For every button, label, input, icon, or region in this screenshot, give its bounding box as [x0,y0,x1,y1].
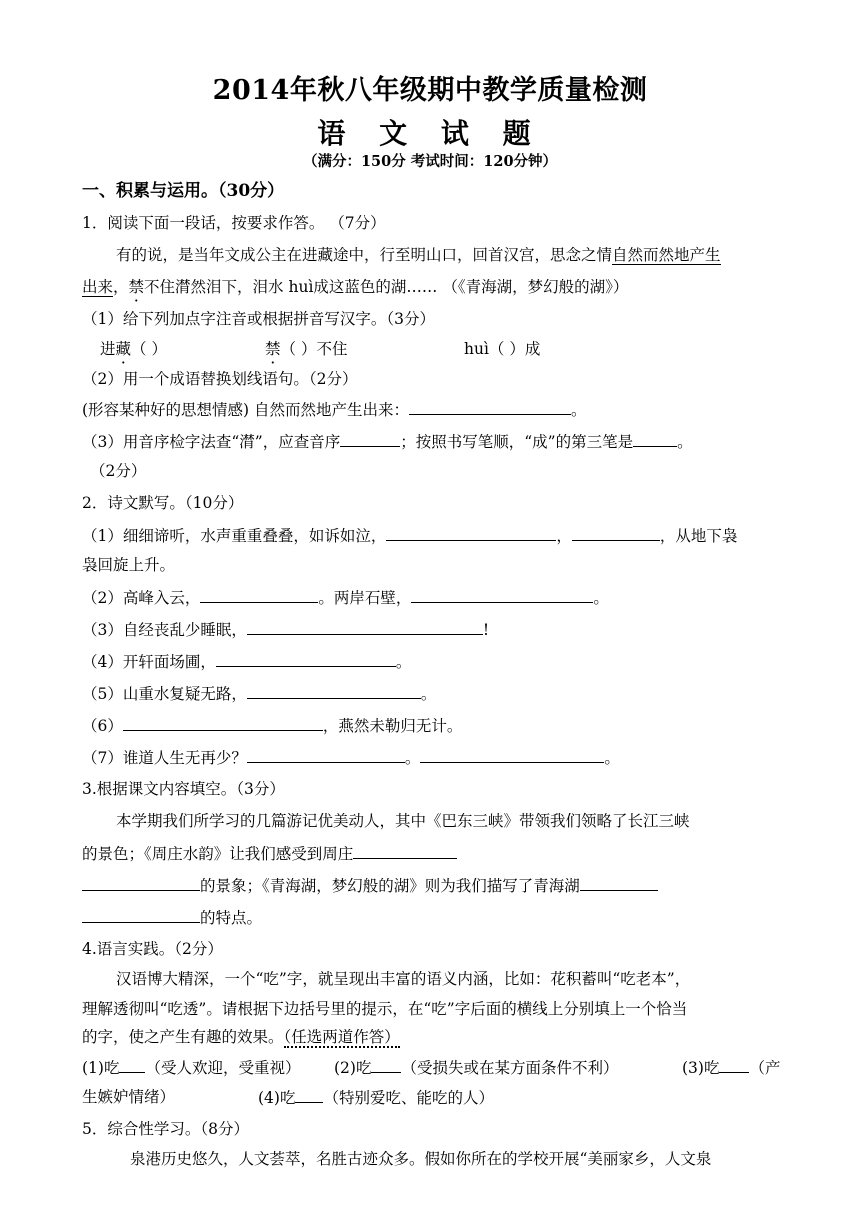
q1-comma: ， [113,278,129,296]
q2-line1-cont: 袅回旋上升。 [82,556,176,574]
q2-l6-text: ，燕然未勒归无计。 [322,717,463,735]
q1-sub3-end: 。 [677,433,693,451]
q4-o2-label: (2)吃 [334,1059,372,1077]
answer-blank[interactable] [247,618,483,635]
q2-l4-text: （4）开轩面场圃， [82,653,216,671]
q1-item1-char: 进 [100,340,116,358]
q5-para1: 泉港历史悠久，人文荟萃，名胜古迹众多。假如你所在的学校开展“美丽家乡，人文泉 [130,1150,712,1168]
q3-para2 [82,842,457,865]
q1-item1-dotted: 藏 [115,340,132,358]
section-heading: 一、积累与运用。（30分） [82,181,285,201]
q2-l1-comma: ， [556,527,572,545]
q2-line6 [82,714,462,737]
answer-blank[interactable] [247,746,405,763]
q4-option3 [682,1056,780,1079]
answer-blank[interactable] [295,1086,323,1103]
q1-sub3-score: （2分） [90,462,147,480]
answer-blank[interactable] [409,398,571,415]
q5-stem: 5．综合性学习。（8分） [82,1120,249,1138]
q4-stem: 4.语言实践。（2分） [82,940,223,958]
q2-l1-tail: ，从地下袅 [659,527,738,545]
q2-l3-end: ! [482,621,490,639]
q1-sub1-item1 [100,338,167,360]
q1-underlined-phrase-a: 自然而然地产生 [612,246,721,264]
q4-option3-cont: 生嫉妒情绪） [82,1088,176,1106]
answer-blank[interactable] [119,1056,145,1073]
q1-passage-text-b: 不住潸然泪下，泪水 huì成这蓝色的湖…… （《青海湖，梦幻般的湖》） [144,278,629,296]
q2-l4-end: 。 [395,653,412,671]
q4-o4-hint: （特别爱吃、能吃的人） [323,1089,494,1107]
q3-para1: 本学期我们所学习的几篇游记优美动人，其中《巴东三峡》带领我们领略了长江三峡 [116,812,690,830]
q4-para3 [82,1026,400,1048]
q2-l2-text: （2）高峰入云， [82,589,201,607]
answer-blank[interactable] [572,524,660,541]
q4-o4-label: (4)吃 [258,1089,296,1107]
q1-passage-line2 [82,276,628,298]
q1-item2-dotted: 禁 [265,340,281,358]
q4-para1: 汉语博大精深，一个“吃”字，就呈现出丰富的语义内涵，比如：花积蓄叫“吃老本”， [116,970,691,988]
answer-blank[interactable] [340,430,400,447]
q3-stem: 3.根据课文内容填空。（3分） [82,780,285,798]
answer-blank[interactable] [719,1056,749,1073]
q3-p3-text: 的景象；《青海湖，梦幻般的湖》则为我们描写了青海湖 [200,877,580,895]
q4-option2 [334,1056,618,1079]
answer-blank[interactable] [580,874,658,891]
answer-blank[interactable] [216,650,396,667]
q1-sub3-text-b: ；按照书写笔顺，“成”的第三笔是 [400,433,634,451]
answer-blank[interactable] [371,1056,401,1073]
q1-dotted-char: 禁 [128,278,145,296]
q2-l2-mid: 。两岸石壁， [318,589,412,607]
q3-p4-text: 的特点。 [200,909,263,927]
answer-blank[interactable] [82,874,200,891]
q4-options-row1 [82,1056,300,1079]
q1-sub2-prompt: (形容某种好的思想情感) 自然而然地产生出来： [82,401,410,419]
q2-line3 [82,618,489,641]
q2-l1-text: （1）细细谛听，水声重重叠叠，如诉如泣， [82,527,387,545]
q2-l3-text: （3）自经丧乱少睡眠， [82,621,247,639]
q1-item2-paren: （ ）不住 [280,340,348,358]
q2-l5-end: 。 [420,685,437,703]
q2-stem: 2．诗文默写。（10分） [82,494,244,512]
exam-info: （满分：150分 考试时间：120分钟） [302,153,558,170]
q1-stem: 1．阅读下面一段话，按要求作答。 （7分） [82,214,386,232]
q4-o2-hint: （受损失或在某方面条件不利） [401,1059,619,1077]
q2-l5-text: （5）山重水复疑无路， [82,685,247,703]
answer-blank[interactable] [82,906,200,923]
q2-line2 [82,586,609,609]
q4-o1-hint: （受人欢迎，受重视） [145,1059,301,1077]
q4-option4 [258,1086,494,1109]
q3-para3 [82,874,658,897]
subject-title: 语 文 试 题 [317,117,543,150]
q1-sub3 [82,430,693,453]
q3-para4 [82,906,262,929]
q1-passage-line1 [116,244,721,266]
q2-line1 [82,524,737,547]
q2-line4 [82,650,411,673]
answer-blank[interactable] [200,586,318,603]
q1-passage-text-a: 有的说，是当年文成公主在进藏途中，行至明山口，回首汉宫，思念之情 [116,246,613,264]
q2-line5 [82,682,436,705]
q2-l7-mid: 。 [404,749,421,767]
answer-blank[interactable] [420,746,604,763]
q4-o3-label: (3)吃 [682,1059,720,1077]
q1-sub1-item2 [265,338,347,360]
q2-l7-text: （7）谁道人生无再少？ [82,749,247,767]
answer-blank[interactable] [123,714,323,731]
q4-emphasis: （任选两道作答） [283,1028,400,1046]
q4-o1-label: (1)吃 [82,1059,120,1077]
q1-sub2-end: 。 [571,401,587,419]
q2-l6-num: （6） [82,717,123,735]
q3-p2-text: 的景色；《周庄水韵》让我们感受到周庄 [82,845,354,863]
q2-l7-end: 。 [604,749,620,767]
q1-item1-paren: （ ） [131,340,167,358]
answer-blank[interactable] [386,524,556,541]
q4-o3-hint: （产 [749,1059,781,1077]
answer-blank[interactable] [633,430,677,447]
q1-sub3-text-a: （3）用音序检字法查“潸”，应查音序 [82,433,341,451]
answer-blank[interactable] [353,842,457,859]
q1-sub1: （1）给下列加点字注音或根据拼音写汉字。（3分） [82,310,435,328]
q1-sub1-item3: huì（ ）成 [464,340,541,358]
q1-sub2-line [82,398,587,421]
q4-p3-text: 的字，使之产生有趣的效果。 [82,1028,284,1046]
answer-blank[interactable] [247,682,421,699]
q2-line7 [82,746,620,769]
q1-sub2: （2）用一个成语替换划线语句。（2分） [82,370,358,388]
q2-l2-end: 。 [593,589,609,607]
exam-title: 2014年秋八年级期中教学质量检测 [212,75,648,106]
q1-underlined-phrase-b: 出来 [82,278,114,296]
answer-blank[interactable] [411,586,593,603]
q4-para2: 理解透彻叫“吃透”。请根据下边括号里的提示，在“吃”字后面的横线上分别填上一个恰当 [82,1000,688,1018]
